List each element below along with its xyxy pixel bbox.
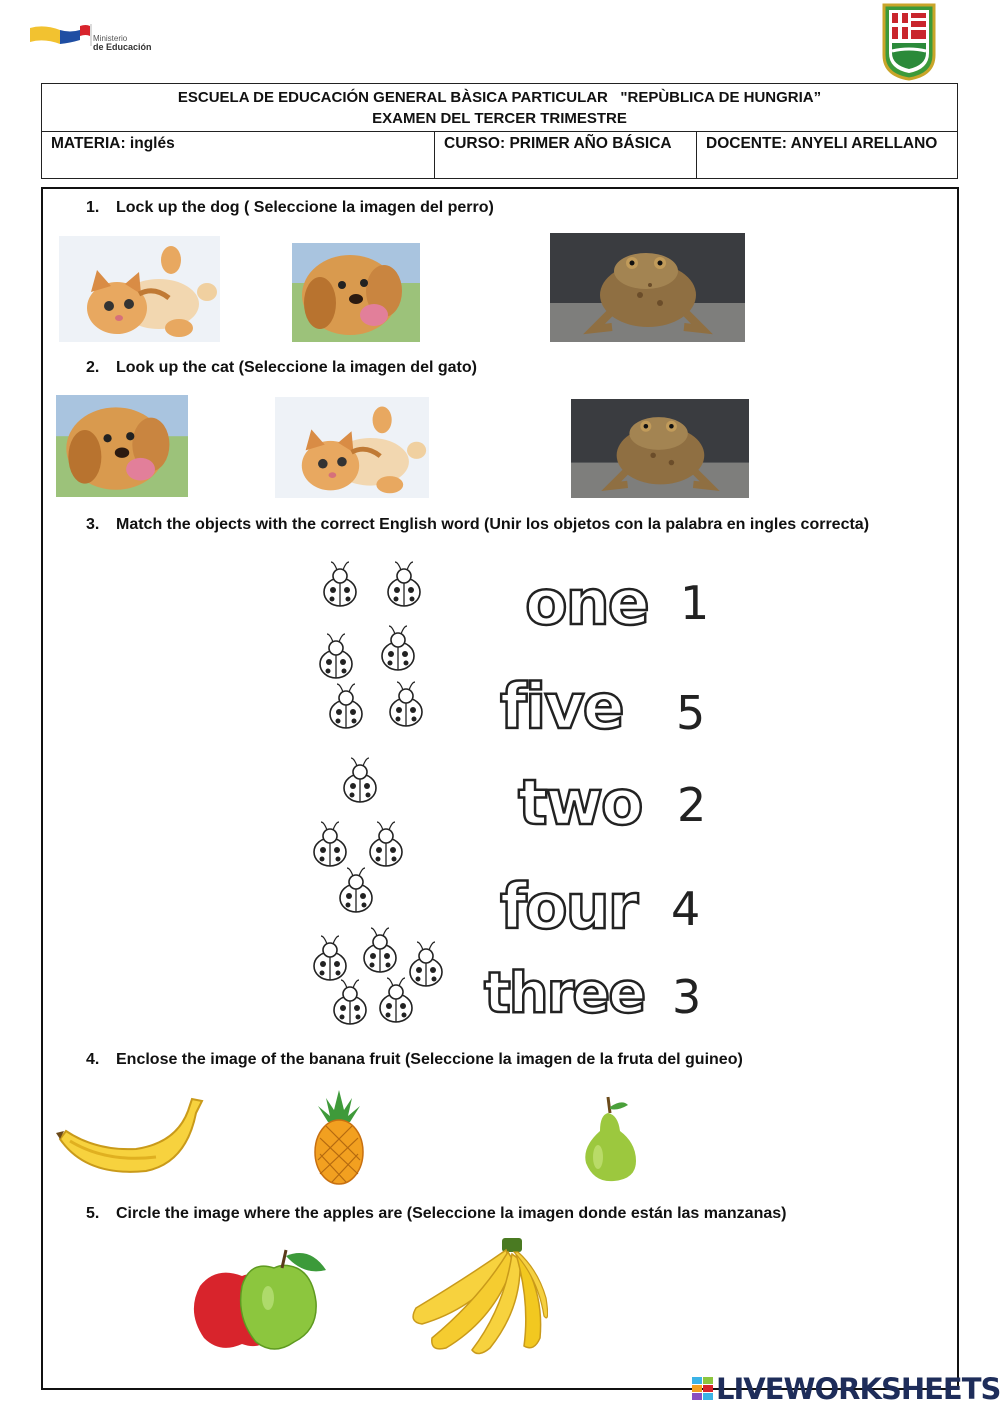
banana-image[interactable] <box>56 1093 204 1187</box>
digit-one: 1 <box>680 576 710 630</box>
digit-four: 4 <box>671 882 701 936</box>
liveworksheets-watermark: LIVEWORKSHEETS <box>716 1372 1000 1406</box>
ministry-name: Ministerio de Educación <box>93 34 152 52</box>
word-four[interactable]: four <box>500 870 637 943</box>
banana-bunch-image[interactable] <box>406 1238 548 1356</box>
kitten-image[interactable] <box>59 236 220 342</box>
toad-image[interactable] <box>571 399 749 498</box>
question-4: 4. Enclose the image of the banana fruit (Seleccione la imagen de la fruta del guineo) <box>86 1051 743 1068</box>
ladybug-groups <box>300 550 450 1035</box>
digit-five: 5 <box>676 686 706 740</box>
ladybug-group-two[interactable] <box>324 562 420 606</box>
word-five[interactable]: five <box>500 670 623 743</box>
word-three[interactable]: three <box>484 961 645 1026</box>
dog-image[interactable] <box>56 395 188 497</box>
dog-image[interactable] <box>292 243 420 342</box>
word-one[interactable]: one <box>525 566 648 639</box>
apples-image[interactable] <box>186 1246 328 1354</box>
digit-three: 3 <box>672 970 702 1024</box>
question-5: 5. Circle the image where the apples are (Seleccione la imagen donde están las manzanas) <box>86 1205 787 1222</box>
question-2: 2. Look up the cat (Seleccione la imagen del gato) <box>86 359 477 376</box>
ladybug-group-one[interactable] <box>344 758 376 802</box>
exam-title: EXAMEN DEL TERCER TRIMESTRE <box>372 110 627 127</box>
course-cell: CURSO: PRIMER AÑO BÁSICA <box>435 132 697 179</box>
toad-image[interactable] <box>550 233 745 342</box>
ladybug-group-three[interactable] <box>314 822 402 912</box>
question-3: 3. Match the objects with the correct English word (Unir los objetos con la palabra en ingles correcta) <box>86 516 870 533</box>
ladybug-group-five[interactable] <box>314 928 442 1024</box>
pineapple-image[interactable] <box>308 1088 370 1186</box>
question-1: 1. Lock up the dog ( Seleccione la imagen del perro) <box>86 199 494 216</box>
exam-header-table <box>41 83 958 179</box>
subject-cell: MATERIA: inglés <box>42 132 435 179</box>
teacher-cell: DOCENTE: ANYELI ARELLANO <box>706 135 938 152</box>
liveworksheets-logo-icon <box>692 1377 714 1401</box>
pear-image[interactable] <box>578 1095 640 1183</box>
school-name: ESCUELA DE EDUCACIÓN GENERAL BÀSICA PARTICULAR "REPÙBLICA DE HUNGRIA” <box>177 89 822 106</box>
kitten-image[interactable] <box>275 397 429 498</box>
digit-two: 2 <box>677 778 707 832</box>
ladybug-group-four[interactable] <box>320 626 422 728</box>
header-title-row <box>42 84 957 132</box>
word-two[interactable]: two <box>518 766 642 839</box>
school-crest <box>880 3 938 81</box>
